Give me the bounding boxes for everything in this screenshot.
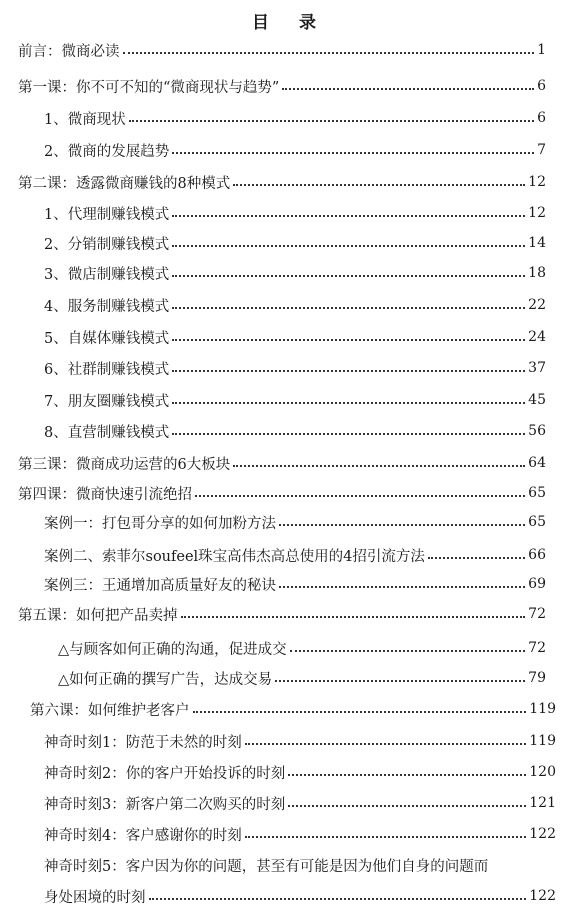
toc-page-number: 72 bbox=[528, 640, 546, 656]
toc-page-number: 6 bbox=[537, 110, 546, 126]
toc-dot-leader bbox=[181, 616, 526, 618]
toc-dot-leader bbox=[172, 307, 525, 309]
toc-entry-label: 第三课：微商成功运营的6大板块 bbox=[18, 456, 231, 473]
toc-entry[interactable] bbox=[18, 170, 546, 194]
toc-page-number: 12 bbox=[528, 174, 546, 190]
toc-dot-leader bbox=[129, 120, 534, 122]
toc-dot-leader bbox=[172, 370, 525, 372]
toc-entry-label: 案例二、索菲尔soufeel珠宝高伟杰高总使用的4招引流方法 bbox=[44, 548, 425, 565]
toc-dot-leader bbox=[172, 152, 534, 154]
toc-page-number: 12 bbox=[528, 205, 546, 221]
toc-entry[interactable] bbox=[18, 74, 546, 98]
toc-entry[interactable] bbox=[30, 697, 556, 721]
toc-entry-label: 案例一：打包哥分享的如何加粉方法 bbox=[44, 515, 276, 532]
toc-entry[interactable] bbox=[44, 510, 546, 534]
toc-dot-leader bbox=[428, 557, 525, 559]
toc-dot-leader bbox=[123, 52, 535, 54]
toc-entry-label: 前言：微商必读 bbox=[18, 43, 120, 60]
toc-page-number: 66 bbox=[528, 547, 546, 563]
toc-dot-leader bbox=[275, 680, 525, 682]
toc-page-number: 119 bbox=[529, 733, 556, 749]
toc-entry[interactable] bbox=[44, 231, 546, 255]
toc-dot-leader bbox=[233, 465, 525, 467]
toc-page-number: 69 bbox=[528, 576, 546, 592]
toc-entry-label: 第二课：透露微商赚钱的8种模式 bbox=[18, 175, 231, 192]
toc-page-number: 56 bbox=[528, 423, 546, 439]
toc-page-number: 122 bbox=[529, 888, 556, 904]
toc-dot-leader bbox=[288, 805, 526, 807]
toc-page-number: 45 bbox=[528, 392, 546, 408]
toc-entry[interactable] bbox=[58, 636, 546, 660]
toc-dot-leader bbox=[245, 836, 527, 838]
toc-entry[interactable] bbox=[44, 419, 546, 443]
toc-entry[interactable] bbox=[18, 481, 546, 505]
toc-entry-label: 神奇时刻2：你的客户开始投诉的时刻 bbox=[44, 765, 286, 782]
toc-entry-label: 3、微店制赚钱模式 bbox=[44, 266, 170, 283]
toc-entry-label: 神奇时刻1：防范于未然的时刻 bbox=[44, 734, 242, 751]
toc-page-number: 120 bbox=[529, 764, 556, 780]
toc-page-number: 79 bbox=[528, 670, 546, 686]
toc-entry-label: 第五课：如何把产品卖掉 bbox=[18, 607, 178, 624]
toc-entry-label: 7、朋友圈赚钱模式 bbox=[44, 393, 170, 410]
toc-entry-label: 第四课：微商快速引流绝招 bbox=[18, 486, 192, 503]
toc-entry-label: 神奇时刻5：客户因为你的问题，甚至有可能是因为他们自身的问题而 bbox=[44, 858, 489, 875]
toc-entry[interactable] bbox=[58, 666, 546, 690]
toc-entry[interactable] bbox=[44, 261, 546, 285]
toc-page-number: 14 bbox=[528, 235, 546, 251]
toc-page-number: 121 bbox=[529, 795, 556, 811]
toc-entry[interactable] bbox=[44, 201, 546, 225]
toc-entry-label: 案例三：王通增加高质量好友的秘诀 bbox=[44, 577, 276, 594]
toc-entry[interactable] bbox=[44, 822, 556, 846]
toc-dot-leader bbox=[172, 402, 525, 404]
toc-title: 目 录 bbox=[252, 13, 328, 33]
toc-page-number: 65 bbox=[528, 485, 546, 501]
toc-entry-label: △如何正确的撰写广告，达成交易 bbox=[58, 671, 273, 688]
toc-entry[interactable] bbox=[44, 543, 546, 567]
toc-entry-label: 6、社群制赚钱模式 bbox=[44, 361, 170, 378]
toc-page-number: 24 bbox=[528, 329, 546, 345]
toc-dot-leader bbox=[172, 215, 525, 217]
toc-entry[interactable] bbox=[44, 853, 556, 877]
toc-dot-leader bbox=[279, 524, 525, 526]
toc-dot-leader bbox=[245, 743, 527, 745]
toc-page-number: 18 bbox=[528, 265, 546, 281]
toc-entry[interactable] bbox=[44, 791, 556, 815]
toc-entry[interactable] bbox=[18, 38, 546, 62]
toc-page-number: 1 bbox=[537, 42, 546, 58]
toc-entry-label: 2、分销制赚钱模式 bbox=[44, 236, 170, 253]
toc-entry-label: 神奇时刻3：新客户第二次购买的时刻 bbox=[44, 796, 286, 813]
toc-dot-leader bbox=[279, 586, 525, 588]
toc-dot-leader bbox=[149, 898, 527, 900]
toc-dot-leader bbox=[172, 275, 525, 277]
toc-dot-leader bbox=[193, 711, 527, 713]
toc-page-number: 37 bbox=[528, 360, 546, 376]
toc-page-number: 65 bbox=[528, 514, 546, 530]
toc-entry-label: 神奇时刻4：客户感谢你的时刻 bbox=[44, 827, 242, 844]
toc-dot-leader bbox=[288, 774, 526, 776]
toc-page-number: 22 bbox=[528, 297, 546, 313]
toc-dot-leader bbox=[195, 495, 525, 497]
toc-entry[interactable] bbox=[18, 602, 546, 626]
toc-entry[interactable] bbox=[44, 729, 556, 753]
toc-entry[interactable] bbox=[44, 293, 546, 317]
toc-dot-leader bbox=[172, 339, 525, 341]
toc-entry[interactable] bbox=[44, 572, 546, 596]
toc-entry[interactable] bbox=[44, 138, 546, 162]
toc-entry[interactable] bbox=[44, 388, 546, 412]
toc-entry-label: 5、自媒体赚钱模式 bbox=[44, 330, 170, 347]
toc-entry-label: 8、直营制赚钱模式 bbox=[44, 424, 170, 441]
toc-entry-label: 2、微商的发展趋势 bbox=[44, 143, 170, 160]
toc-entry-label: △与顾客如何正确的沟通，促进成交 bbox=[58, 641, 287, 658]
toc-dot-leader bbox=[233, 184, 525, 186]
toc-page-number: 122 bbox=[529, 826, 556, 842]
toc-entry-label: 第六课：如何维护老客户 bbox=[30, 702, 190, 719]
toc-page-number: 6 bbox=[537, 78, 546, 94]
toc-page-number: 64 bbox=[528, 455, 546, 471]
toc-entry[interactable] bbox=[44, 760, 556, 784]
toc-entry[interactable] bbox=[44, 325, 546, 349]
toc-dot-leader bbox=[172, 245, 525, 247]
toc-page-number: 7 bbox=[537, 142, 546, 158]
toc-entry[interactable] bbox=[44, 106, 546, 130]
toc-dot-leader bbox=[172, 433, 525, 435]
toc-entry[interactable] bbox=[44, 884, 556, 908]
toc-entry-label: 4、服务制赚钱模式 bbox=[44, 298, 170, 315]
toc-entry-label: 1、代理制赚钱模式 bbox=[44, 206, 170, 223]
toc-page-number: 72 bbox=[528, 606, 546, 622]
toc-dot-leader bbox=[290, 650, 526, 652]
toc-entry-label: 1、微商现状 bbox=[44, 111, 126, 128]
toc-entry-label: 身处困境的时刻 bbox=[44, 889, 146, 906]
toc-entry[interactable] bbox=[44, 356, 546, 380]
toc-dot-leader bbox=[282, 88, 534, 90]
toc-entry[interactable] bbox=[18, 451, 546, 475]
toc-entry-label: 第一课：你不可不知的“微商现状与趋势” bbox=[18, 79, 280, 96]
toc-page-number: 119 bbox=[529, 701, 556, 717]
